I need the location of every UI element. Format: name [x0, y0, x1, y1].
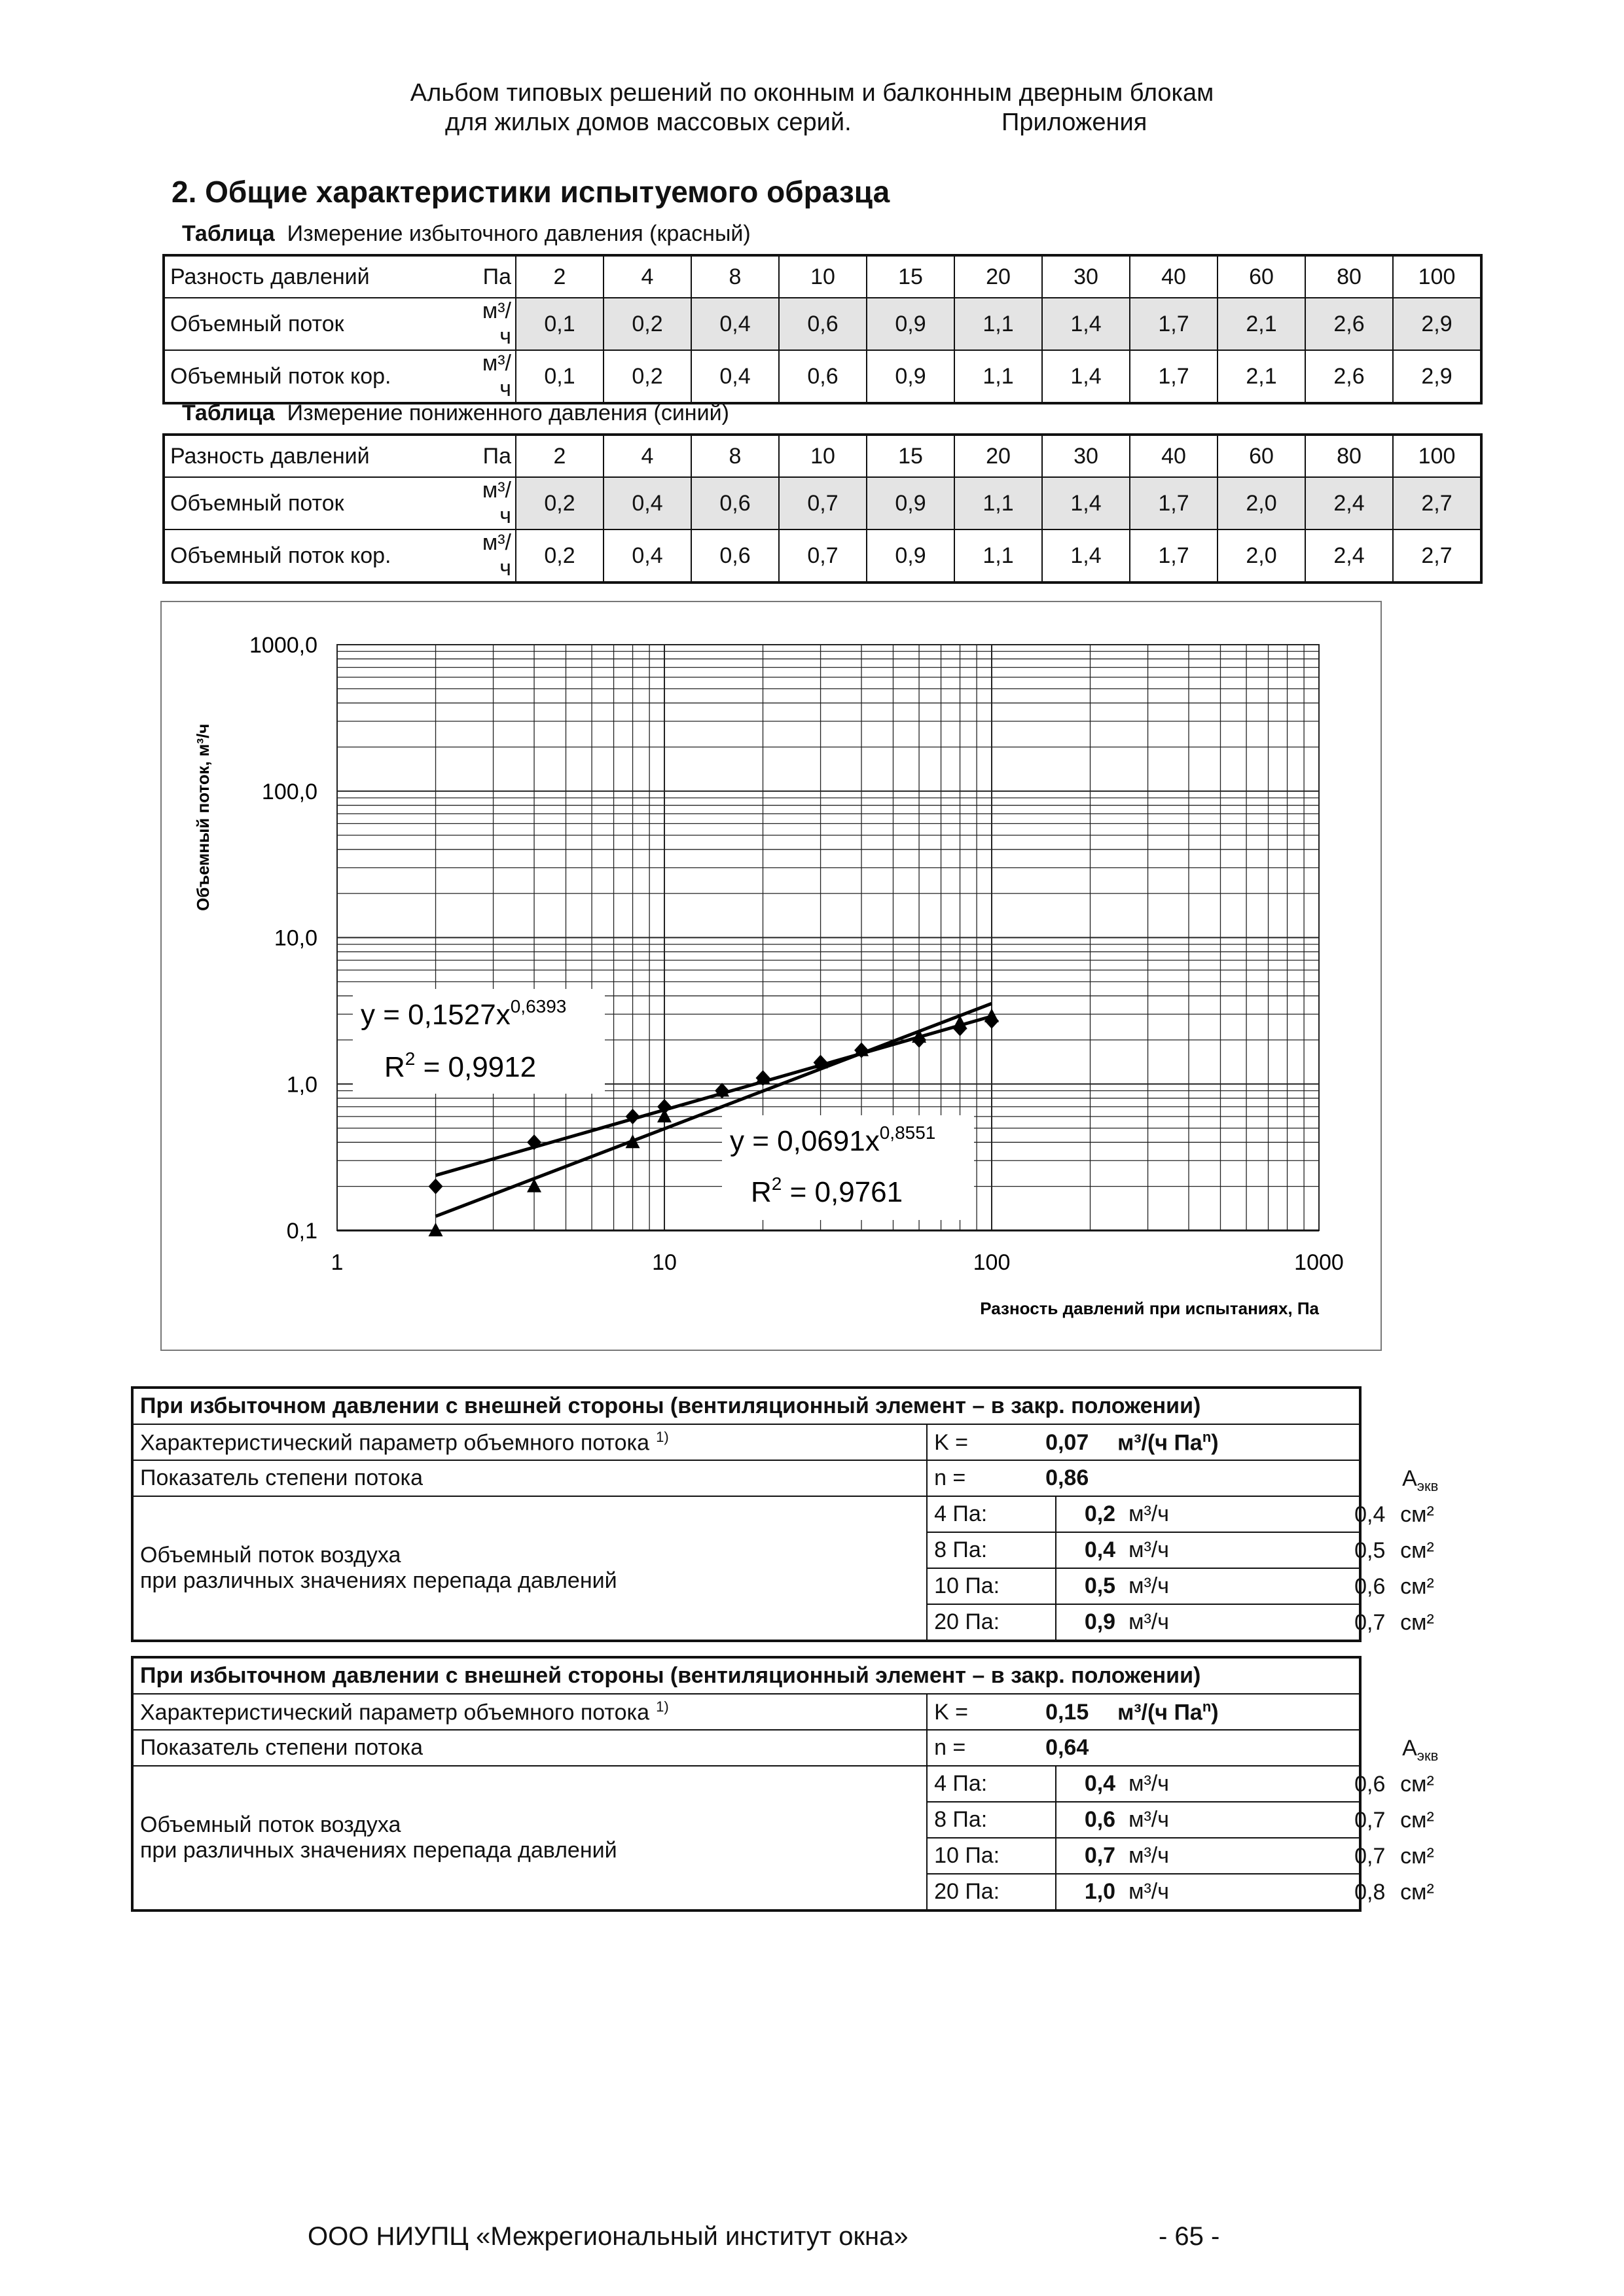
k-value: 0,15: [1045, 1700, 1089, 1725]
table-cell: 0,6: [691, 529, 779, 583]
k-symbol: K =: [934, 1700, 969, 1725]
aekv-value-cell: [1354, 1610, 1434, 1636]
underpressure-table: [162, 433, 1483, 584]
flow-value: 0,4: [1084, 1771, 1116, 1796]
flow-row: [132, 1496, 1360, 1532]
table-cell: 1,4: [1042, 350, 1130, 403]
k-value-cell: [927, 1694, 1360, 1730]
flow-row: [132, 1766, 1360, 1802]
row-label: Объемный поток: [164, 298, 473, 350]
table-row: [164, 350, 1481, 403]
flow-label-line1: Объемный поток воздуха: [140, 1812, 401, 1837]
n-value-cell: [927, 1730, 1439, 1766]
table-cell: 0,6: [779, 298, 867, 350]
flow-unit: м³/ч: [1128, 1771, 1169, 1796]
flow-value: 1,0: [1084, 1879, 1116, 1904]
r-squared-label: $R^2 = 0,9912$: [384, 1049, 537, 1083]
table-cell: 1,4: [1042, 298, 1130, 350]
flow-unit: м³/ч: [1128, 1879, 1169, 1904]
table-cell: 0,1: [516, 298, 604, 350]
aekv-value: 0,5: [1354, 1538, 1386, 1563]
table-cell: 20: [954, 255, 1042, 298]
table-cell: 2,1: [1218, 350, 1305, 403]
row-label: Разность давлений: [164, 255, 473, 298]
flow-pressure: 10 Па:: [927, 1568, 1056, 1604]
flow-value: 0,4: [1084, 1537, 1116, 1562]
aekv-unit: см²: [1400, 1538, 1434, 1563]
table-cell: 15: [867, 255, 954, 298]
y-axis-label: Объемный поток, м³/ч: [193, 723, 213, 911]
k-value: 0,07: [1045, 1430, 1089, 1456]
flow-value-cell: [1056, 1766, 1434, 1802]
aekv-subscript: экв: [1416, 1747, 1439, 1764]
aekv-subscript: экв: [1416, 1477, 1439, 1494]
flow-pressure: 10 Па:: [927, 1838, 1056, 1874]
row-unit: м³/ч: [473, 350, 516, 403]
flow-value-cell: [1056, 1802, 1434, 1838]
flow-pressure: 4 Па:: [927, 1496, 1056, 1532]
table-cell: 2,0: [1218, 477, 1305, 529]
table-cell: 15: [867, 435, 954, 477]
table-cell: 2: [516, 255, 604, 298]
results-block-2: [131, 1656, 1439, 1912]
flow-value: 0,6: [1084, 1807, 1116, 1832]
flow-value: 0,5: [1084, 1573, 1116, 1598]
table-cell: 10: [779, 435, 867, 477]
aekv-unit: см²: [1400, 1574, 1434, 1599]
flow-pressure: 4 Па:: [927, 1766, 1056, 1802]
flow-label-cell: [132, 1496, 927, 1641]
equation-exponent: 0,8551: [879, 1122, 936, 1143]
row-unit: м³/ч: [473, 477, 516, 529]
results-title-row: [132, 1388, 1360, 1424]
table-row: [164, 298, 1481, 350]
table-cell: 100: [1393, 435, 1481, 477]
aekv-value-cell: [1354, 1844, 1434, 1869]
table-row: [164, 477, 1481, 529]
k-label: Характеристический параметр объемного потока: [140, 1430, 650, 1456]
table1-caption: [182, 221, 751, 247]
y-tick-label: 10,0: [274, 925, 317, 951]
table-cell: 8: [691, 255, 779, 298]
row-unit: м³/ч: [473, 298, 516, 350]
table-cell: 2,7: [1393, 477, 1481, 529]
table-cell: 0,2: [604, 350, 691, 403]
flow-value-cell: [1056, 1568, 1434, 1604]
k-unit: м³/(ч Па: [1117, 1430, 1202, 1456]
table-cell: 0,2: [516, 477, 604, 529]
table-cell: 0,9: [867, 350, 954, 403]
table-cell: 1,1: [954, 298, 1042, 350]
aekv-value-cell: [1354, 1574, 1434, 1600]
aekv-value: 0,6: [1354, 1772, 1386, 1797]
table1-caption-prefix: Таблица: [182, 221, 275, 246]
x-tick-label: 10: [652, 1250, 677, 1275]
table-cell: 80: [1305, 255, 1393, 298]
row-label: Объемный поток кор.: [164, 350, 473, 403]
table-cell: 0,9: [867, 477, 954, 529]
y-tick-label: 1,0: [286, 1072, 317, 1098]
n-row: [132, 1460, 1360, 1496]
k-unit-close: ): [1211, 1700, 1219, 1725]
k-symbol: K =: [934, 1430, 969, 1456]
aekv-unit: см²: [1400, 1772, 1434, 1797]
r-squared-value: = 0,9912: [415, 1051, 537, 1083]
table-cell: 1,1: [954, 529, 1042, 583]
flow-value: 0,9: [1084, 1609, 1116, 1634]
document-header-appendix: Приложения: [1001, 109, 1147, 136]
table-cell: 4: [604, 435, 691, 477]
n-value-cell: [927, 1460, 1439, 1496]
flow-label-line1: Объемный поток воздуха: [140, 1543, 401, 1568]
flow-value-cell: [1056, 1604, 1434, 1641]
table-cell: 0,7: [779, 529, 867, 583]
flow-pressure: 8 Па:: [927, 1802, 1056, 1838]
section-title: 2. Общие характеристики испытуемого образца: [171, 175, 890, 209]
aekv-value-cell: [1354, 1502, 1434, 1528]
table-cell: 0,2: [604, 298, 691, 350]
table-cell: 1,7: [1130, 477, 1218, 529]
table-row: [164, 529, 1481, 583]
flow-value: 0,7: [1084, 1843, 1116, 1868]
table-cell: 0,9: [867, 529, 954, 583]
flow-chart: [162, 602, 1380, 1350]
flow-unit: м³/ч: [1128, 1501, 1169, 1526]
table-cell: 0,4: [691, 350, 779, 403]
n-row: [132, 1730, 1360, 1766]
aekv-header: [1402, 1736, 1438, 1765]
table2-caption-text: Измерение пониженного давления (синий): [287, 401, 729, 425]
table-cell: 2,7: [1393, 529, 1481, 583]
x-tick-label: 1: [331, 1250, 344, 1275]
chart-frame: [160, 601, 1382, 1351]
aekv-unit: см²: [1400, 1808, 1434, 1833]
table-cell: 8: [691, 435, 779, 477]
x-axis-label: Разность давлений при испытаниях, Па: [980, 1299, 1319, 1318]
y-tick-label: 0,1: [286, 1219, 317, 1244]
k-label-cell: [132, 1424, 927, 1460]
table-cell: 30: [1042, 435, 1130, 477]
overpressure-table: [162, 254, 1483, 404]
r-squared-value: = 0,9761: [782, 1176, 903, 1208]
k-footnote: 1): [656, 1698, 669, 1715]
aekv-symbol: А: [1402, 1736, 1417, 1761]
table1-caption-text: Измерение избыточного давления (красный): [287, 221, 751, 246]
k-row: [132, 1424, 1360, 1460]
flow-value-cell: [1056, 1532, 1434, 1568]
k-unit: м³/(ч Па: [1117, 1700, 1202, 1725]
table-cell: 1,7: [1130, 529, 1218, 583]
table-cell: 1,7: [1130, 298, 1218, 350]
table-cell: 0,6: [691, 477, 779, 529]
aekv-value-cell: [1354, 1880, 1434, 1905]
table-cell: 0,7: [779, 477, 867, 529]
n-label: Показатель степени потока: [132, 1730, 927, 1766]
row-unit: Па: [473, 435, 516, 477]
equation-exponent: 0,6393: [510, 996, 567, 1016]
r-squared-exponent: 2: [771, 1174, 782, 1194]
table-cell: 1,1: [954, 350, 1042, 403]
n-label: Показатель степени потока: [132, 1460, 927, 1496]
aekv-value: 0,8: [1354, 1880, 1386, 1905]
table-cell: 40: [1130, 435, 1218, 477]
footer-organization: ООО НИУПЦ «Межрегиональный институт окна»: [308, 2222, 909, 2251]
aekv-value: 0,7: [1354, 1844, 1386, 1869]
k-label-cell: [132, 1694, 927, 1730]
aekv-unit: см²: [1400, 1880, 1434, 1905]
document-header-line1: Альбом типовых решений по оконным и балконным дверным блокам: [410, 79, 1214, 107]
aekv-value: 0,6: [1354, 1574, 1386, 1599]
table-cell: 2,4: [1305, 477, 1393, 529]
table-cell: 2: [516, 435, 604, 477]
table-cell: 2,4: [1305, 529, 1393, 583]
aekv-value-cell: [1354, 1808, 1434, 1833]
table-cell: 0,9: [867, 298, 954, 350]
table-cell: 2,9: [1393, 350, 1481, 403]
results-title-row: [132, 1657, 1360, 1694]
aekv-unit: см²: [1400, 1502, 1434, 1527]
table-cell: 0,6: [779, 350, 867, 403]
table-cell: 2,1: [1218, 298, 1305, 350]
k-footnote: 1): [656, 1428, 669, 1445]
table-row: [164, 435, 1481, 477]
aekv-value: 0,4: [1354, 1502, 1386, 1527]
k-label: Характеристический параметр объемного потока: [140, 1700, 650, 1725]
table-cell: 30: [1042, 255, 1130, 298]
aekv-value: 0,7: [1354, 1808, 1386, 1833]
trendline-equation: $y = 0,1527x^{0,6393}$: [361, 996, 567, 1031]
table-cell: 1,1: [954, 477, 1042, 529]
table-cell: 0,4: [691, 298, 779, 350]
k-value-cell: [927, 1424, 1360, 1460]
k-unit-exponent: n: [1202, 1698, 1212, 1715]
aekv-header: [1402, 1466, 1438, 1495]
table-cell: 4: [604, 255, 691, 298]
row-label: Разность давлений: [164, 435, 473, 477]
flow-label-line2: при различных значениях перепада давлений: [140, 1568, 617, 1593]
table-cell: 2,6: [1305, 350, 1393, 403]
table-cell: 2,0: [1218, 529, 1305, 583]
n-symbol: n =: [934, 1465, 966, 1490]
flow-pressure: 20 Па:: [927, 1874, 1056, 1910]
results-title: При избыточном давлении с внешней стороны (вентиляционный элемент – в закр. положении): [132, 1657, 1360, 1694]
flow-value-cell: [1056, 1838, 1434, 1874]
aekv-unit: см²: [1400, 1844, 1434, 1869]
aekv-value-cell: [1354, 1772, 1434, 1797]
table-cell: 0,4: [604, 477, 691, 529]
aekv-value: 0,7: [1354, 1610, 1386, 1635]
k-unit-close: ): [1211, 1430, 1219, 1456]
flow-unit: м³/ч: [1128, 1609, 1169, 1634]
table-cell: 1,4: [1042, 477, 1130, 529]
aekv-symbol: А: [1402, 1466, 1417, 1491]
flow-value-cell: [1056, 1496, 1434, 1532]
n-value: 0,64: [1045, 1735, 1089, 1760]
r-squared-label: $R^2 = 0,9761$: [751, 1174, 903, 1208]
x-tick-label: 1000: [1294, 1250, 1344, 1275]
table-cell: 60: [1218, 435, 1305, 477]
n-value: 0,86: [1045, 1465, 1089, 1490]
k-row: [132, 1694, 1360, 1730]
n-symbol: n =: [934, 1735, 966, 1760]
table-cell: 2,9: [1393, 298, 1481, 350]
r-squared-exponent: 2: [405, 1049, 416, 1069]
table-cell: 1,4: [1042, 529, 1130, 583]
flow-label-line2: при различных значениях перепада давлений: [140, 1838, 617, 1863]
row-unit: Па: [473, 255, 516, 298]
aekv-value-cell: [1354, 1538, 1434, 1564]
table-cell: 20: [954, 435, 1042, 477]
flow-pressure: 8 Па:: [927, 1532, 1056, 1568]
table2-caption-prefix: Таблица: [182, 401, 275, 425]
x-tick-label: 100: [973, 1250, 1011, 1275]
results-title: При избыточном давлении с внешней стороны (вентиляционный элемент – в закр. положении): [132, 1388, 1360, 1424]
table-cell: 10: [779, 255, 867, 298]
row-label: Объемный поток: [164, 477, 473, 529]
flow-unit: м³/ч: [1128, 1843, 1169, 1868]
flow-label-cell: [132, 1766, 927, 1910]
table2-caption: [182, 401, 729, 426]
page-number: - 65 -: [1159, 2222, 1220, 2251]
y-tick-label: 100,0: [261, 779, 317, 804]
flow-value-cell: [1056, 1874, 1434, 1910]
document-header-line2: для жилых домов массовых серий.: [445, 109, 852, 136]
k-unit-exponent: n: [1202, 1428, 1212, 1445]
results-block-1: [131, 1386, 1439, 1642]
flow-value: 0,2: [1084, 1501, 1116, 1526]
flow-pressure: 20 Па:: [927, 1604, 1056, 1641]
y-tick-label: 1000,0: [249, 633, 317, 658]
table-cell: 80: [1305, 435, 1393, 477]
table-cell: 0,4: [604, 529, 691, 583]
table-row: [164, 255, 1481, 298]
flow-unit: м³/ч: [1128, 1807, 1169, 1832]
table-cell: 1,7: [1130, 350, 1218, 403]
trendline-equation: $y = 0,0691x^{0,8551}$: [730, 1122, 936, 1157]
table-cell: 60: [1218, 255, 1305, 298]
flow-unit: м³/ч: [1128, 1537, 1169, 1562]
table-cell: 0,1: [516, 350, 604, 403]
table-cell: 0,2: [516, 529, 604, 583]
table-cell: 100: [1393, 255, 1481, 298]
table-cell: 40: [1130, 255, 1218, 298]
row-label: Объемный поток кор.: [164, 529, 473, 583]
table-cell: 2,6: [1305, 298, 1393, 350]
row-unit: м³/ч: [473, 529, 516, 583]
aekv-unit: см²: [1400, 1610, 1434, 1635]
flow-unit: м³/ч: [1128, 1573, 1169, 1598]
